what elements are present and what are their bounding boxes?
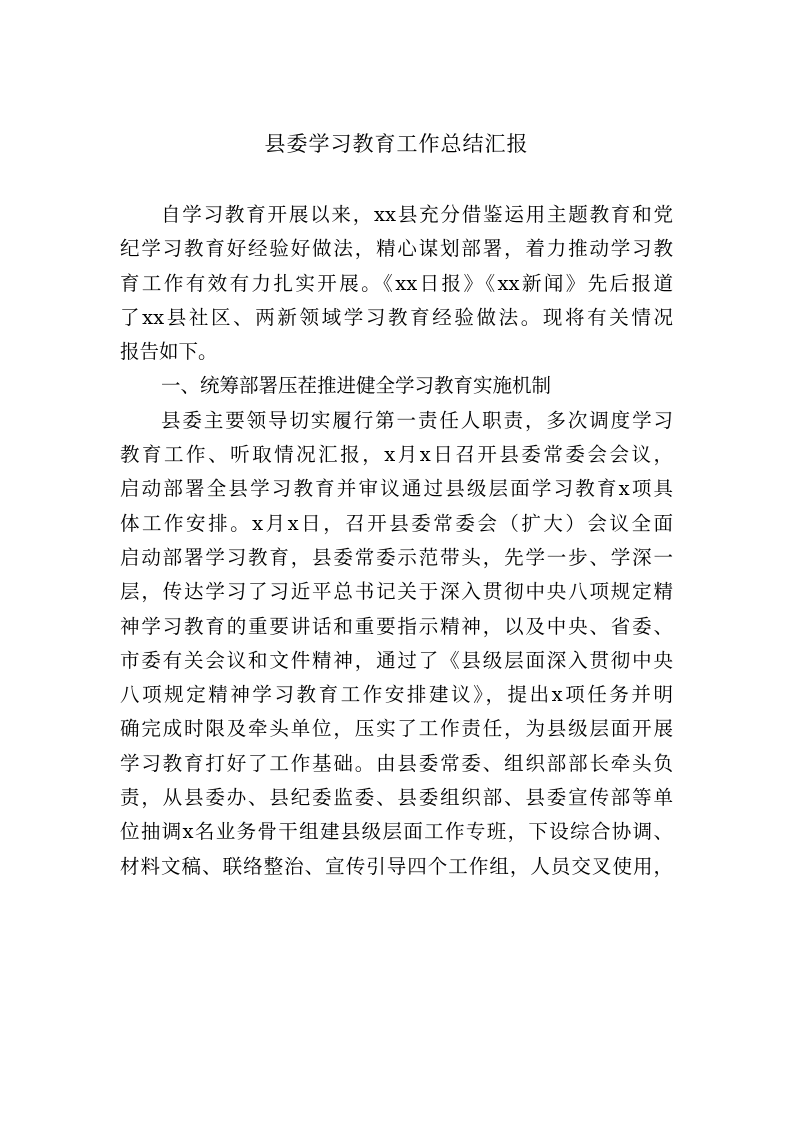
body-line: 体工作安排。x月x日，召开县委常委会（扩大）会议全面 [120, 511, 673, 535]
body-line: 层，传达学习了习近平总书记关于深入贯彻中央八项规定精 [120, 580, 673, 604]
document-body [120, 198, 673, 884]
body-line: 自学习教育开展以来，xx县充分借鉴运用主题教育和党 [161, 203, 673, 226]
body-line: 了xx县社区、两新领域学习教育经验做法。现将有关情况 [120, 305, 673, 329]
body-line: 报告如下。 [120, 340, 218, 364]
body-line: 材料文稿、联络整治、宣传引导四个工作组，人员交叉使用， [120, 854, 673, 878]
body-line: 确完成时限及牵头单位，压实了工作责任，为县级层面开展 [120, 717, 673, 741]
body-line: 八项规定精神学习教育工作安排建议》，提出x项任务并明 [120, 683, 673, 707]
body-line: 启动部署全县学习教育并审议通过县级层面学习教育x项具 [120, 477, 673, 501]
body-line: 县委主要领导切实履行第一责任人职责，多次调度学习 [161, 408, 673, 432]
body-line: 一、统筹部署压茬推进健全学习教育实施机制 [161, 374, 552, 398]
body-line: 教育工作、听取情况汇报，x月x日召开县委常委会会议， [120, 443, 673, 467]
body-line: 位抽调x名业务骨干组建县级层面工作专班，下设综合协调、 [120, 820, 673, 844]
body-line: 育工作有效有力扎实开展。《xx日报》《xx新闻》先后报道 [120, 271, 673, 295]
body-line: 纪学习教育好经验好做法，精心谋划部署，着力推动学习教 [120, 237, 673, 261]
body-line: 神学习教育的重要讲话和重要指示精神，以及中央、省委、 [120, 614, 673, 638]
document-title: 县委学习教育工作总结汇报 [264, 132, 529, 156]
body-line: 责，从县委办、县纪委监委、县委组织部、县委宣传部等单 [120, 786, 673, 810]
body-line: 启动部署学习教育，县委常委示范带头，先学一步、学深一 [120, 545, 673, 569]
body-line: 市委有关会议和文件精神，通过了《县级层面深入贯彻中央 [120, 648, 673, 672]
body-line: 学习教育打好了工作基础。由县委常委、组织部部长牵头负 [120, 751, 673, 775]
